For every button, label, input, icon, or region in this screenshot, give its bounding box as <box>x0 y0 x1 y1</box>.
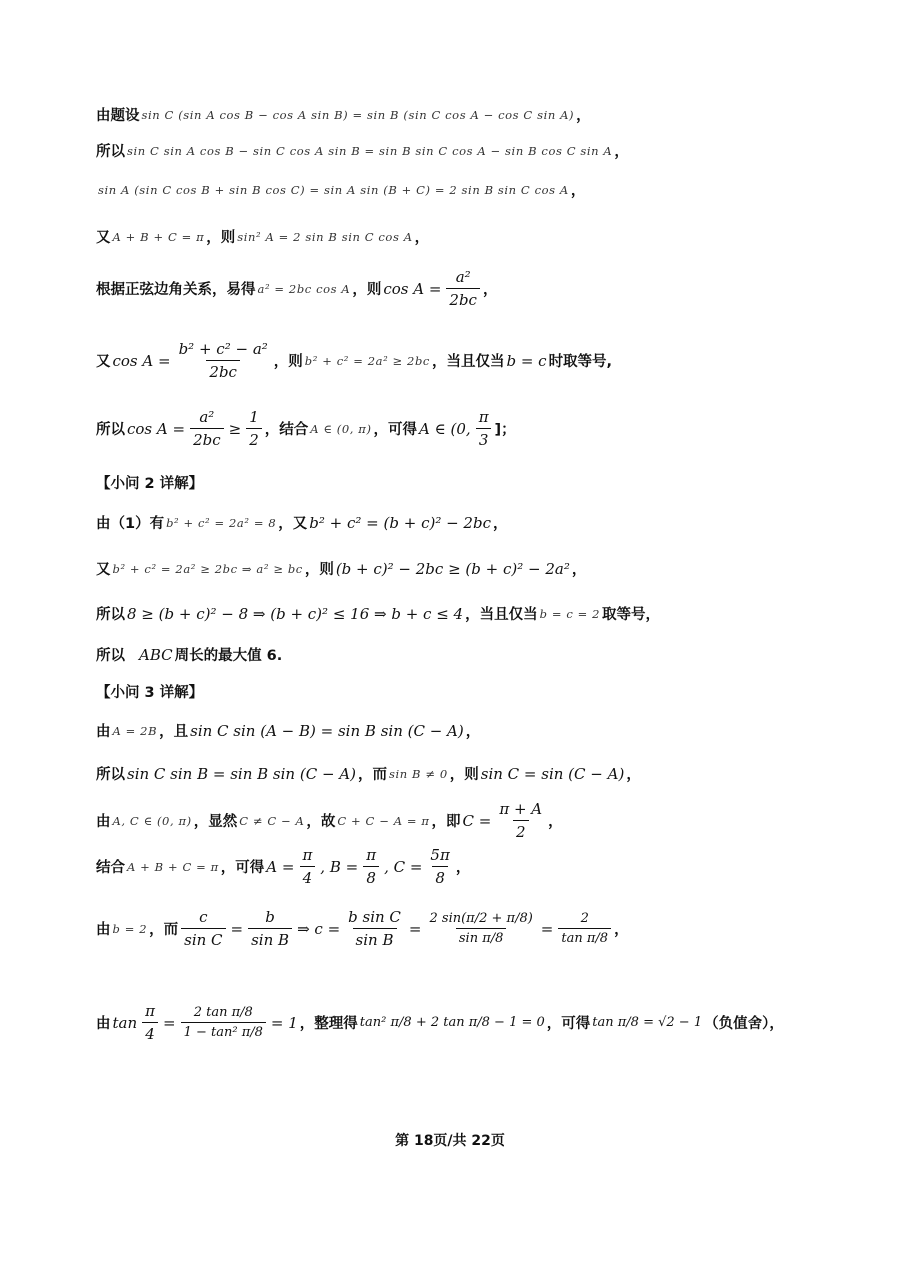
formula: C ≠ C − A <box>239 813 305 828</box>
formula: ≥ <box>228 419 242 438</box>
formula: b = c = 2 <box>539 606 601 621</box>
formula: A + B + C = π <box>127 859 219 874</box>
text: 所以 <box>96 422 125 438</box>
line-1 <box>96 104 591 125</box>
formula: sin B ≠ 0 <box>388 766 448 781</box>
text: ， <box>576 108 591 124</box>
text: 周长的最大值 6. <box>174 648 283 664</box>
text: ， <box>548 814 563 830</box>
text: 时取等号, <box>548 354 613 370</box>
text: ， <box>492 516 508 532</box>
fraction <box>427 846 452 887</box>
fraction <box>299 846 315 887</box>
formula: (b + c)² − 2bc ≥ (b + c)² − 2a² <box>335 559 570 578</box>
text: ，则 <box>304 562 334 578</box>
line-17 <box>96 846 470 887</box>
formula: tan <box>112 1013 138 1032</box>
text: ，可得 <box>373 422 418 438</box>
denominator: 8 <box>432 866 448 887</box>
denominator: sin π/8 <box>456 928 507 946</box>
text: ，当且仅当 <box>465 607 538 623</box>
text: 【小问 3 详解】 <box>96 685 204 701</box>
line-15 <box>96 763 641 784</box>
denominator: 2 <box>246 428 262 449</box>
formula: ⇒ c = <box>297 919 341 938</box>
formula: C = <box>462 811 492 830</box>
text: 所以 <box>96 144 125 160</box>
text: 结合 <box>96 860 125 876</box>
fraction <box>446 268 480 309</box>
formula: tan π/8 = √2 − 1 <box>592 1015 703 1030</box>
numerator: π <box>366 846 377 864</box>
numerator: π <box>145 1002 155 1020</box>
formula: b² + c² = 2a² ≥ 2bc <box>304 353 430 368</box>
formula: ABC <box>139 645 173 664</box>
text: （负值舍）， <box>704 1016 784 1032</box>
text: ， <box>571 562 587 578</box>
fraction <box>345 908 404 949</box>
line-4 <box>96 226 429 247</box>
formula: b² + c² = 2a² = 8 <box>166 515 277 530</box>
text: ，而 <box>149 922 179 938</box>
denominator: 2bc <box>190 428 224 449</box>
numerator: c <box>199 908 208 926</box>
fraction <box>181 1005 266 1040</box>
line-11 <box>96 603 660 624</box>
numerator: 1 <box>249 408 259 426</box>
numerator: 2 <box>580 911 589 926</box>
formula: b² + c² = (b + c)² − 2bc <box>309 513 491 532</box>
text: ，则 <box>352 282 382 298</box>
numerator: 2 tan π/8 <box>193 1005 253 1020</box>
fraction <box>248 908 292 949</box>
text: ， <box>414 230 430 246</box>
text: 所以 <box>96 767 125 783</box>
fraction <box>476 408 492 449</box>
fraction <box>181 908 225 949</box>
denominator: sin B <box>353 928 397 949</box>
text: ，而 <box>357 767 387 783</box>
denominator: 2bc <box>446 288 480 309</box>
formula: sin C sin B = sin B sin (C − A) <box>127 764 356 783</box>
formula: sin C sin (A − B) = sin B sin (C − A) <box>190 721 464 740</box>
formula: A ∈ (0, <box>419 419 471 438</box>
line-2 <box>96 140 629 161</box>
line-19 <box>96 1002 784 1043</box>
text: ，可得 <box>546 1016 591 1032</box>
text: ， <box>482 282 498 298</box>
text: ，则 <box>449 767 479 783</box>
numerator: 2 sin(π/2 + π/8) <box>429 911 533 926</box>
formula: = <box>230 919 244 938</box>
formula: A = <box>266 857 295 876</box>
denominator: 8 <box>363 866 379 887</box>
denominator: 4 <box>142 1022 158 1043</box>
denominator: 2 <box>513 820 529 841</box>
fraction <box>246 408 262 449</box>
denominator: 1 − tan² π/8 <box>181 1022 266 1040</box>
text: 由（1）有 <box>96 516 165 532</box>
text: ，又 <box>278 516 308 532</box>
line-14 <box>96 720 480 741</box>
line-7 <box>96 408 516 449</box>
text: ，显然 <box>193 814 238 830</box>
numerator: a² <box>199 408 215 426</box>
numerator: 5π <box>430 846 450 864</box>
formula: sin C = sin (C − A) <box>480 764 625 783</box>
text: 由 <box>96 724 111 740</box>
fraction <box>427 911 536 946</box>
fraction <box>496 800 545 841</box>
formula: sin C sin A cos B − sin C cos A sin B = sin B sin C cos A − sin B cos C sin A <box>127 143 613 158</box>
text: ，则 <box>206 230 236 246</box>
formula: cos A = <box>127 419 186 438</box>
formula: b² + c² = 2a² ≥ 2bc ⇒ a² ≥ bc <box>112 561 303 576</box>
numerator: a² <box>455 268 471 286</box>
text: 由题设 <box>96 108 140 124</box>
text: ，且 <box>159 724 189 740</box>
formula: A + B + C = π <box>112 229 205 244</box>
formula: = <box>163 1013 176 1032</box>
text: 又 <box>96 230 111 246</box>
text: 取等号， <box>602 607 661 623</box>
text: 根据正弦边角关系，易得 <box>96 282 256 298</box>
fraction <box>363 846 379 887</box>
denominator: 2bc <box>206 360 240 381</box>
numerator: b² + c² − a² <box>178 340 268 358</box>
formula: C + C − A = π <box>337 813 430 828</box>
line-16 <box>96 800 563 841</box>
page-footer: 第 18页/共 22页 <box>395 1133 505 1149</box>
line-3 <box>96 179 585 200</box>
text: 由 <box>96 814 111 830</box>
text: 所以 <box>96 607 125 623</box>
text: ，故 <box>306 814 336 830</box>
text: ，整理得 <box>299 1016 358 1032</box>
text: ， <box>614 922 629 938</box>
text: ，可得 <box>220 860 265 876</box>
formula: , B = <box>320 857 359 876</box>
formula: = 1 <box>270 1013 298 1032</box>
text: 【小问 2 详解】 <box>96 476 204 492</box>
formula: sin C (sin A cos B − cos A sin B) = sin B (sin C cos A − cos C sin A) <box>141 107 575 122</box>
fraction <box>190 408 224 449</box>
formula: A ∈ (0, π) <box>310 421 372 436</box>
formula: b = c <box>506 351 547 370</box>
formula: = <box>408 919 422 938</box>
formula: = <box>540 919 554 938</box>
fraction <box>176 340 271 381</box>
denominator: tan π/8 <box>558 928 611 946</box>
formula: b = 2 <box>112 921 148 936</box>
numerator: b sin C <box>348 908 401 926</box>
text: ，则 <box>273 354 303 370</box>
line-9 <box>96 512 507 533</box>
line-6 <box>96 340 612 381</box>
formula: cos A = <box>383 279 442 298</box>
line-10 <box>96 558 586 579</box>
numerator: b <box>265 908 275 926</box>
line-5 <box>96 268 497 309</box>
formula: A = 2B <box>112 723 158 738</box>
numerator: π + A <box>499 800 543 818</box>
fraction <box>558 911 611 946</box>
text: ， <box>570 183 586 199</box>
text: ， <box>465 724 481 740</box>
text: 又 <box>96 562 111 578</box>
formula: A, C ∈ (0, π) <box>112 813 192 828</box>
numerator: π <box>478 408 489 426</box>
section-heading <box>96 472 203 493</box>
line-12 <box>96 644 282 665</box>
formula: 8 ≥ (b + c)² − 8 ⇒ (b + c)² ≤ 16 ⇒ b + c ≤ 4 <box>127 604 464 623</box>
text: 又 <box>96 354 111 370</box>
formula: cos A = <box>112 351 171 370</box>
text: 由 <box>96 922 111 938</box>
fraction <box>142 1002 158 1043</box>
formula: sin² A = 2 sin B sin C cos A <box>237 229 413 244</box>
formula: sin A (sin C cos B + sin B cos C) = sin A sin (B + C) = 2 sin B sin C cos A <box>98 182 569 197</box>
denominator: sin C <box>181 928 225 949</box>
text: ，结合 <box>264 422 309 438</box>
denominator: sin B <box>248 928 292 949</box>
line-18 <box>96 908 629 949</box>
text: ]； <box>494 422 516 438</box>
formula: , C = <box>384 857 423 876</box>
formula: tan² π/8 + 2 tan π/8 − 1 = 0 <box>359 1015 545 1030</box>
formula: a² = 2bc cos A <box>257 281 351 296</box>
denominator: 4 <box>300 866 316 887</box>
denominator: 3 <box>476 428 492 449</box>
text: ， <box>614 144 629 160</box>
text: ， <box>626 767 641 783</box>
section-heading <box>96 681 203 702</box>
text: 由 <box>96 1016 111 1032</box>
text: ， <box>455 860 471 876</box>
text: 所以 <box>96 648 125 664</box>
text: ，即 <box>431 814 461 830</box>
numerator: π <box>302 846 313 864</box>
text: ，当且仅当 <box>431 354 505 370</box>
